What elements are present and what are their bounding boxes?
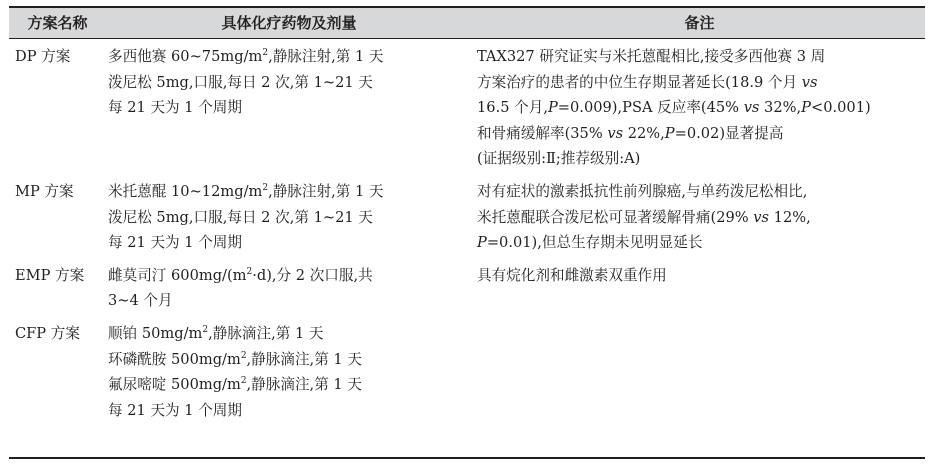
dosage-line <box>108 70 474 96</box>
table-row <box>9 179 925 256</box>
text-run: 顺铂 50mg/m <box>108 324 203 342</box>
italic-text: P <box>801 99 811 117</box>
text-run: 12%, <box>769 208 811 226</box>
text-run: 每 21 天为 1 个周期 <box>108 234 242 252</box>
dosage-line <box>108 398 474 424</box>
text-run: ,静脉滴注,第 1 天 <box>246 350 362 368</box>
header-scheme-name: 方案名称 <box>27 14 88 32</box>
italic-text: vs <box>753 208 770 226</box>
italic-text: P <box>477 234 487 252</box>
scheme-name: EMP 方案 <box>15 266 85 284</box>
dosage-line <box>108 230 474 256</box>
scheme-name-cell <box>9 321 104 347</box>
text-run: 雌莫司汀 600mg/(m <box>108 266 247 284</box>
superscript-text: 2 <box>262 182 269 193</box>
dosage-line <box>108 95 474 121</box>
text-run: 多西他赛 60~75mg/m <box>108 48 263 65</box>
text-run: 米托蒽醌 10~12mg/m <box>108 182 263 200</box>
remarks-cell <box>474 263 925 289</box>
text-run: =0.02)显著提高 <box>674 124 784 142</box>
text-run: 3~4 个月 <box>108 292 173 310</box>
table-body <box>9 44 925 430</box>
dosage-line <box>108 205 474 231</box>
remarks-line <box>477 205 925 231</box>
text-run: 米托蒽醌联合泼尼松可显著缓解骨痛(29% <box>477 208 754 226</box>
header-remarks: 备注 <box>684 14 715 32</box>
italic-text: P <box>664 124 675 142</box>
text-run: TAX327 研究证实与米托蒽醌相比,接受多西他赛 3 周 <box>477 48 826 65</box>
italic-text: vs <box>607 124 624 142</box>
remarks-cell <box>474 179 925 256</box>
dosage-cell <box>104 263 474 314</box>
table-header-rule <box>9 38 925 39</box>
text-run: 和骨痛缓解率(35% <box>477 124 608 142</box>
scheme-name: MP 方案 <box>15 182 74 200</box>
text-run: =0.01),但总生存期未见明显延长 <box>486 234 703 252</box>
superscript-text: 2 <box>202 324 209 335</box>
remarks-line <box>477 179 925 205</box>
scheme-name-cell <box>9 44 104 70</box>
table-bottom-rule <box>9 457 925 459</box>
text-run: =0.009),PSA 反应率(45% <box>557 99 744 117</box>
remarks-cell <box>474 44 925 172</box>
italic-text: P <box>547 99 558 117</box>
text-run: 每 21 天为 1 个周期 <box>108 401 242 419</box>
dosage-line <box>108 288 474 314</box>
text-run: (证据级别:Ⅱ;推荐级别:A) <box>477 150 641 168</box>
scheme-name-cell <box>9 179 104 205</box>
scheme-name: CFP 方案 <box>15 324 80 342</box>
text-run: 对有症状的激素抵抗性前列腺癌,与单药泼尼松相比, <box>477 182 808 200</box>
text-run: ,静脉滴注,第 1 天 <box>246 376 362 394</box>
dosage-cell <box>104 321 474 423</box>
text-run: 方案治疗的患者的中位生存期显著延长(18.9 个月 <box>477 73 802 91</box>
dosage-line <box>108 263 474 289</box>
italic-text: vs <box>801 73 818 91</box>
dosage-line <box>108 179 474 205</box>
text-run: 每 21 天为 1 个周期 <box>108 99 242 117</box>
text-run: 泼尼松 5mg,口服,每日 2 次,第 1~21 天 <box>108 208 373 226</box>
text-run: ,静脉注射,第 1 天 <box>268 182 384 200</box>
text-run: <0.001) <box>810 99 871 117</box>
superscript-text: 2 <box>262 48 269 58</box>
text-run: 具有烷化剂和雌激素双重作用 <box>477 266 667 284</box>
text-run: 泼尼松 5mg,口服,每日 2 次,第 1~21 天 <box>108 73 373 91</box>
dosage-line <box>108 347 474 373</box>
table-row <box>9 263 925 314</box>
superscript-text: 2 <box>240 350 247 361</box>
header-drugs-dosage: 具体化疗药物及剂量 <box>221 14 357 32</box>
text-run: ,静脉注射,第 1 天 <box>268 48 384 65</box>
remarks-line <box>477 44 925 70</box>
superscript-text: 2 <box>246 266 253 277</box>
remarks-line <box>477 95 925 121</box>
dosage-cell <box>104 44 474 121</box>
text-run: ,静脉滴注,第 1 天 <box>208 324 324 342</box>
scheme-name: DP 方案 <box>15 48 71 65</box>
text-run: 16.5 个月, <box>477 99 548 117</box>
table-row <box>9 321 925 423</box>
dosage-cell <box>104 179 474 256</box>
dosage-line <box>108 321 474 347</box>
text-run: ·d),分 2 次口服,共 <box>252 266 373 284</box>
dosage-line <box>108 372 474 398</box>
text-run: 22%, <box>623 124 665 142</box>
remarks-line <box>477 70 925 96</box>
remarks-line <box>477 146 925 172</box>
remarks-line <box>477 230 925 256</box>
dosage-line <box>108 44 474 70</box>
table-header-row <box>9 8 925 38</box>
table-row <box>9 44 925 172</box>
remarks-line <box>477 263 925 289</box>
scheme-name-cell <box>9 263 104 289</box>
remarks-line <box>477 121 925 147</box>
text-run: 32%, <box>759 99 802 117</box>
text-run: 氟尿嘧啶 500mg/m <box>108 376 241 394</box>
superscript-text: 2 <box>240 376 247 387</box>
text-run: 环磷酰胺 500mg/m <box>108 350 241 368</box>
italic-text: vs <box>743 99 760 117</box>
